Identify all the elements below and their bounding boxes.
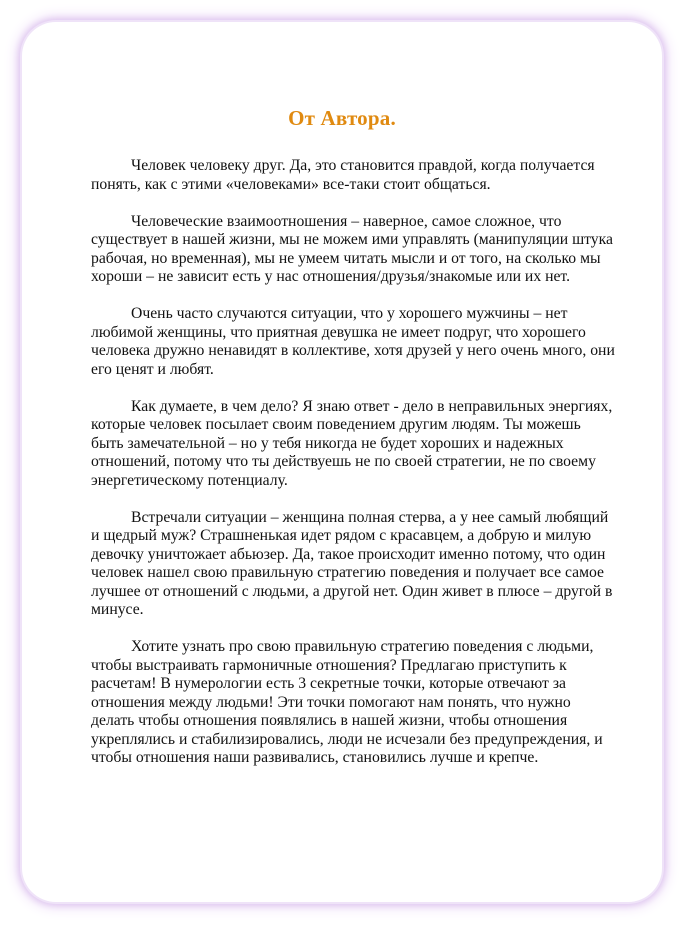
page-title: От Автора. xyxy=(288,106,396,130)
paragraph-5: Встречали ситуации – женщина полная стерва, а у нее самый любящий и щедрый муж? Страшненькая идет рядом с красавцем, а добрую и милую девочку уничтожает абьюзер. Да, такое происходит именно потому, что один человек нашел свою правильную стратегию поведения и получает все самое лучшее от отношений с людьми, а другой нет. Один живет в плюсе – другой в минусе. xyxy=(91,508,613,618)
document-body xyxy=(91,157,616,786)
paragraph-6: Хотите узнать про свою правильную стратегию поведения с людьми, чтобы выстраивать гармоничные отношения? Предлагаю приступить к расчетам! В нумерологии есть 3 секретные точки, которые отвечают за отношения между людьми! Эти точки помогают нам понять, что нужно делать чтобы отношения появлялись в нашей жизни, чтобы отношения укреплялись и стабилизировались, люди не исчезали без предупреждения, и чтобы отношения наши развивались, становились лучше и крепче. xyxy=(91,638,603,766)
paragraph-1: Человек человеку друг. Да, это становится правдой, когда получается понять, как с этими «человеками» все-таки стоит общаться. xyxy=(91,157,595,193)
paragraph-3: Очень часто случаются ситуации, что у хорошего мужчины – нет любимой женщины, что приятная девушка не имеет подруг, что хорошего человека дружно ненавидят в коллективе, хотя друзей у него очень много, они его ценят и любят. xyxy=(91,305,615,378)
paragraph-2: Человеческие взаимоотношения – наверное, самое сложное, что существует в нашей жизни, мы не можем ими управлять (манипуляции штука рабочая, но временная), мы не умеем читать мысли и от того, на сколько мы хороши – не зависит есть у нас отношения/друзья/знакомые или их нет. xyxy=(91,212,613,285)
paragraph-4: Как думаете, в чем дело? Я знаю ответ - дело в неправильных энергиях, которые человек посылает своим поведением другим людям. Ты можешь быть замечательной – но у тебя никогда не будет хороших и надежных отношений, потому что ты действуешь не по своей стратегии, не по своему энергетическому потенциалу. xyxy=(91,397,613,489)
